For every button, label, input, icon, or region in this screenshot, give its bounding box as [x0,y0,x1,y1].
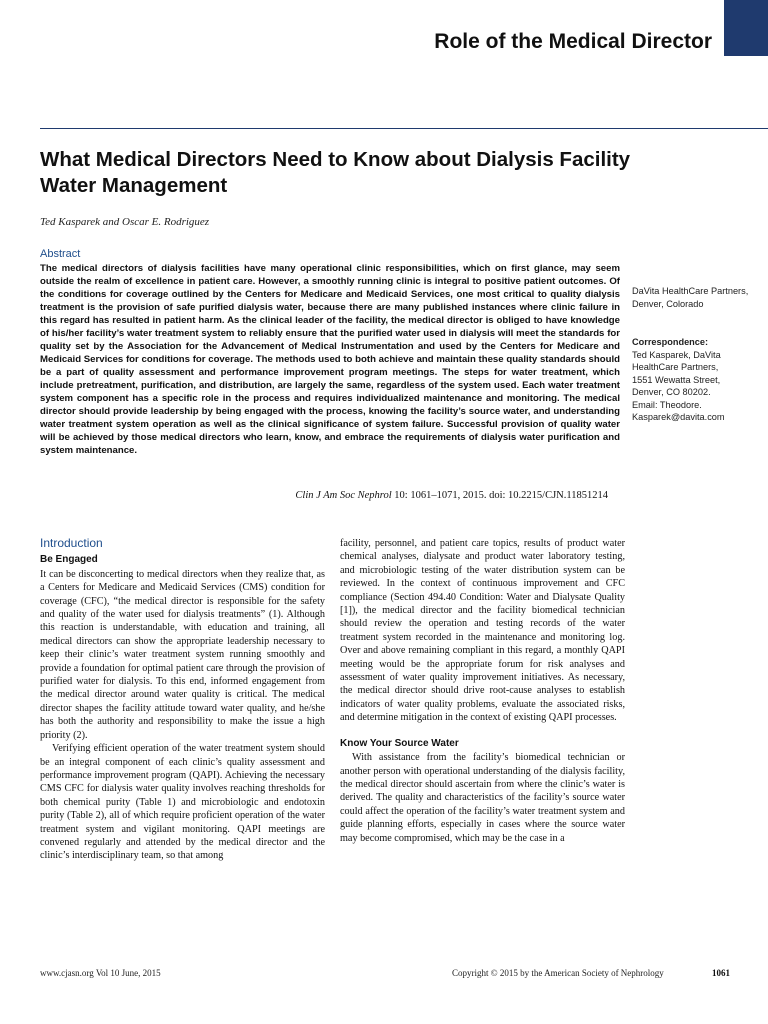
body-column-right [340,537,625,845]
article-title: What Medical Directors Need to Know about Dialysis Facility Water Management [40,148,631,197]
citation-details: 10: 1061–1071, 2015. doi: 10.2215/CJN.11851214 [391,490,608,501]
paragraph: facility, personnel, and patient care topics, results of product water chemical analyses, dialysate and product water laboratory testing, and microbiologic testing of the water distribution system can be reviewed. In the context of continuous improvement and CFC compliance (Section 494.40 Condition: Water and Dialysate Quality [1]), the medical director and the facility biomedical technician should review the operation and testing records of the water treatment system recorded in the maintenance and monitoring log. Over and above remaining compliant in this regard, a monthly QAPI meeting would be the appropriate forum for risk analyses and assessment of water quality improvement initiatives. As necessary, the medical director should drive root-cause analyses to establish indicators of water quality problems, evaluate the associated risks, and determine mitigation in the context of existing QAPI processes. [340,538,625,724]
blue-corner-tab [724,0,768,56]
paragraph: Verifying efficient operation of the water treatment system should be an integral component of each clinic’s quality assessment and performance improvement program (QAPI). Achieving the necessary CMS CFC for dialysis water quality involves reaching thresholds for both chemical purity (Table 1) and microbiologic and endotoxin purity (Table 2), all of which require proficient operation of the water treatment system and vigilant monitoring. QAPI meetings are convened regularly and attended by the medical director and the clinic’s interdisciplinary team, so that among [40,743,325,862]
correspondence-email[interactable]: Kasparek@davita.com [632,412,725,422]
correspondence-line: 1551 Wewatta Street, [632,374,721,385]
introduction-heading: Introduction [40,536,103,550]
paragraph: With assistance from the facility’s biomedical technician or another person with operational understanding of the dialysis facility, the medical director should ascertain from where the clinic’s water is derived. The quality and characteristics of the facility’s source water could affect the operation of the facility’s water treatment system and guide planning efforts, especially in cases where the source water may become compromised, which may be the case in a [340,752,625,844]
paragraph: It can be disconcerting to medical directors when they realize that, as a Centers for Medicare and Medicaid Services (CMS) condition for coverage (CFC), “the medical director is responsible for the safety and quality of the water used for dialysis treatments” (1). Although this reaction is understandable, with education and training, all medical directors can show the appropriate leadership necessary to keep their clinic’s water treatment system running smoothly and provide a foundation for optimal patient care through the provision of purified water for dialysis. To this end, informed engagement from the medical director around water quality is critical. The medical director shapes the facility attitude toward water quality, and he/she has both the authority and responsibility to make the issue a high priority (2). [40,568,325,741]
citation-journal: Clin J Am Soc Nephrol [295,490,392,501]
section-header: Role of the Medical Director [434,30,712,53]
correspondence-line: Ted Kasparek, DaVita [632,349,721,360]
body-column-left [40,537,325,863]
citation [295,490,608,501]
footer-copyright: Copyright © 2015 by the American Society of Nephrology [452,968,664,978]
footer-journal-url[interactable]: www.cjasn.org Vol 10 June, 2015 [40,968,161,978]
affiliation: DaVita HealthCare Partners, Denver, Colorado [632,286,749,309]
correspondence-line: HealthCare Partners, [632,362,719,372]
correspondence-line: Denver, CO 80202. [632,387,711,397]
correspondence-line: Email: Theodore. [632,399,702,410]
header-rule [40,128,768,129]
abstract-body: The medical directors of dialysis facilities have many operational clinic responsibilities, which on first glance, may seem outside the realm of excellence in patient care. However, a smoothly running clinic is integral to positive patient outcomes. Of the conditions for coverage outlined by the Centers for Medicare and Medicaid Services, one most critical to quality dialysis treatment is the provision of safe purified dialysis water, because there are many published instances where clinic failure in this regard has resulted in patient harm. As the clinical leader of the facility, the medical director is obliged to have knowledge of his/her facility’s water treatment system to reliably ensure that the purified water used in dialysis will meet the standards for quality set by the Association for the Advancement of Medical Instrumentation and used by the Centers for Medicare and Medicaid Services for conditions for coverage. The methods used to both achieve and maintain these quality standards should be a part of quality assessment and performance improvement program meetings. The steps for water treatment, which include pretreatment, purification, and distribution, are largely the same, regardless of the system used. Each water treatment system component has a specific role in the process and requires individualized maintenance and monitoring. The medical director should provide leadership by being engaged with the process, knowing the facility’s source water, and understanding water treatment system operation as well as the clinical significance of system failure. Successful provision of quality water will be achieved by those medical directors who learn, know, and embrace the requirements of dialysis water purification and system maintenance. [40,263,620,456]
correspondence-heading: Correspondence: [632,337,709,347]
page-number: 1061 [712,968,730,978]
source-water-heading: Know Your Source Water [340,737,459,749]
correspondence [632,336,762,424]
authors: Ted Kasparek and Oscar E. Rodriguez [40,216,210,228]
abstract-heading: Abstract [40,248,81,260]
be-engaged-heading: Be Engaged [40,554,98,566]
